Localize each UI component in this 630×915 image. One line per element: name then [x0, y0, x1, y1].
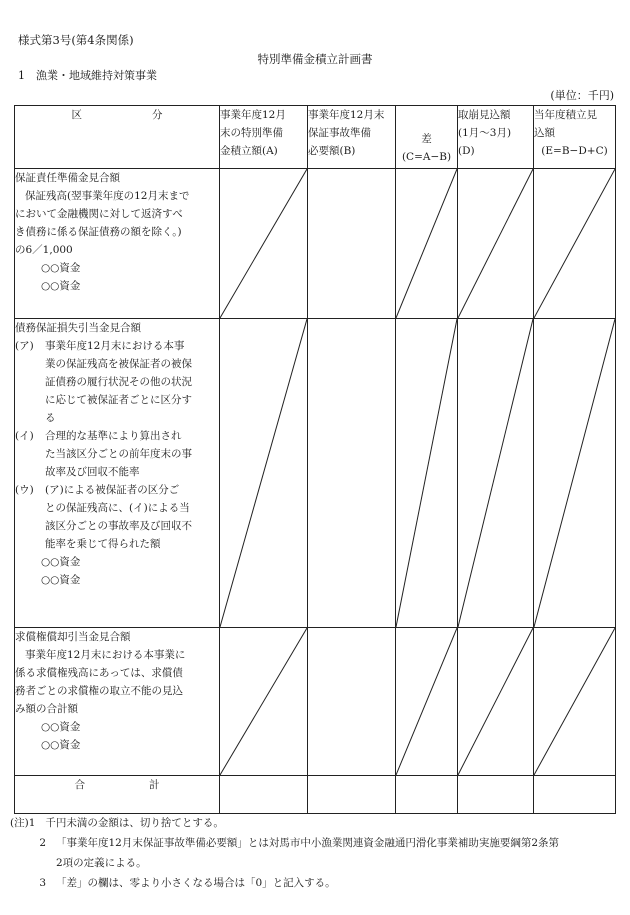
total-col-c: [396, 776, 458, 814]
row2-description: 債務保証損失引当金見合額 (ア) 事業年度12月末における本事 業の保証残高を被保証者の被保 証債務の履行状況その他の状況 に応じて被保証者ごとに区分す る (イ) 合理的な基準により算出され た当該区分ごとの前年度末の事 故率及び回収不能率 (ウ) (ア)による被保証者の区分ご との保証残高に、(イ)による当 該区分ごとの事故率及び回収不 能率を乗じて得られた額 ○○資金 ○○資金: [15, 319, 220, 628]
row-recourse-writeoff-allowance: [15, 628, 616, 776]
row1-col-a-diagonal: [220, 169, 308, 319]
row3-col-b: [308, 628, 396, 776]
header-col-d: 取崩見込額 (1月〜3月) (D): [458, 106, 534, 169]
row-bad-debt-allowance: [15, 319, 616, 628]
header-col-e: 当年度積立見 込額 (E=B−D+C): [534, 106, 616, 169]
row2-col-e-diagonal: [534, 319, 616, 628]
section-title: 1 漁業・地域維持対策事業: [18, 69, 157, 82]
row3-col-d-diagonal: [458, 628, 534, 776]
reserve-plan-table: [14, 105, 616, 814]
note-2-continued: 2項の定義による。: [56, 857, 147, 869]
row-guarantee-liability-reserve: [15, 169, 616, 319]
row2-col-b: [308, 319, 396, 628]
header-col-a: 事業年度12月 末の特別準備 金積立額(A): [220, 106, 308, 169]
note-2: 2 「事業年度12月末保証事故準備必要額」とは対馬市中小漁業関連資金融通円滑化事業補助実施要綱第2条第: [39, 837, 560, 849]
notes-section: [10, 813, 620, 893]
header-kubun: 区 分: [15, 106, 220, 169]
total-col-e: [534, 776, 616, 814]
row3-col-c-diagonal: [396, 628, 458, 776]
note-3: 3 「差」の欄は、零より小さくなる場合は「0」と記入する。: [39, 877, 336, 889]
row1-col-b: [308, 169, 396, 319]
total-col-a: [220, 776, 308, 814]
total-col-b: [308, 776, 396, 814]
row1-col-c-diagonal: [396, 169, 458, 319]
row-total: [15, 776, 616, 814]
unit-label: (単位：千円): [550, 89, 614, 102]
total-label: 合 計: [15, 776, 220, 814]
form-number: 様式第3号(第4条関係): [18, 33, 134, 47]
row2-col-d-diagonal: [458, 319, 534, 628]
row1-description: 保証責任準備金見合額 保証残高(翌事業年度の12月末まで において金融機関に対して返済すべ き債務に係る保証債務の額を除く。) の6／1,000 ○○資金 ○○資金: [15, 169, 220, 319]
row1-col-d-diagonal: [458, 169, 534, 319]
row2-col-c-diagonal: [396, 319, 458, 628]
row3-col-a-diagonal: [220, 628, 308, 776]
total-col-d: [458, 776, 534, 814]
row2-col-a-diagonal: [220, 319, 308, 628]
note-1: (注)1 千円未満の金額は、切り捨てとする。: [10, 817, 224, 829]
header-row: [15, 106, 616, 169]
header-col-b: 事業年度12月末 保証事故準備 必要額(B): [308, 106, 396, 169]
header-col-c: 差 (C=A−B): [396, 106, 458, 169]
row3-col-e-diagonal: [534, 628, 616, 776]
row3-description: 求償権償却引当金見合額 事業年度12月末における本事業に 係る求償権残高にあっては、求償債 務者ごとの求償権の取立不能の見込 み額の合計額 ○○資金 ○○資金: [15, 628, 220, 776]
document-title: 特別準備金積立計画書: [257, 52, 373, 66]
row1-col-e-diagonal: [534, 169, 616, 319]
